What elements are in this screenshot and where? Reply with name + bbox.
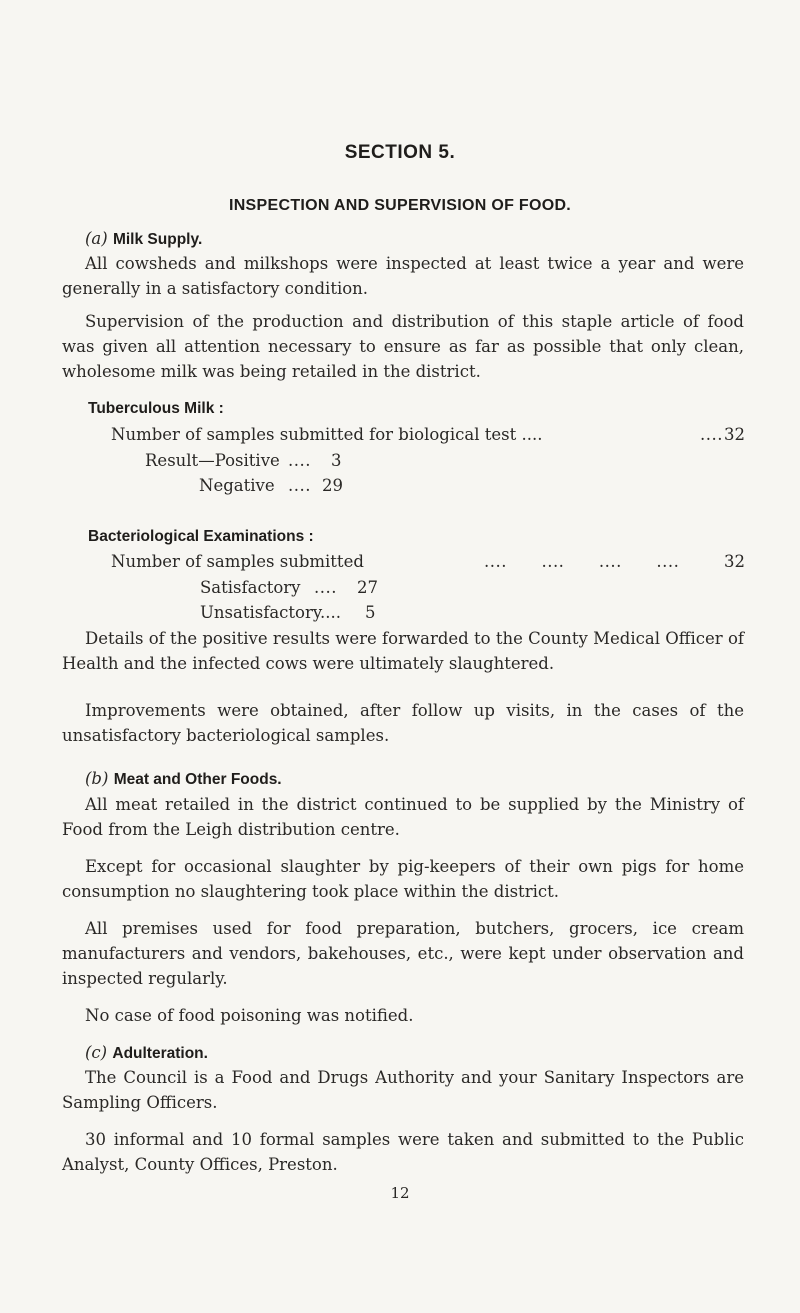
meat-paragraph-2: Except for occasional slaughter by pig-keepers of their own pigs for home consumption no slaughtering took place within the district. (62, 857, 744, 901)
bacteriological-samples-value: 32 (724, 552, 745, 571)
tuberculous-milk-heading: Tuberculous Milk : (88, 400, 224, 417)
bacteriological-unsatisfactory-label: Unsatisfactory.... (200, 603, 341, 622)
meat-title: Meat and Other Foods. (113, 771, 282, 788)
meat-label: (b) (85, 769, 109, 788)
main-title: INSPECTION AND SUPERVISION OF FOOD. (228, 197, 572, 214)
meat-paragraph-1: All meat retailed in the district continued to be supplied by the Ministry of Food from the Leigh distribution centre. (62, 795, 744, 839)
tuberculous-negative-dots: .... (288, 476, 311, 495)
adulteration-title: Adulteration. (112, 1045, 208, 1062)
tuberculous-samples-row (111, 422, 542, 447)
tuberculous-positive-label: Result—Positive (145, 451, 280, 470)
milk-supply-title: Milk Supply. (112, 231, 203, 248)
milk-supply-heading (85, 226, 202, 252)
section-title: SECTION 5. (344, 142, 456, 163)
milk-paragraph-3: Details of the positive results were forwarded to the County Medical Officer of Health and the infected cows were ultimately slaughtered. (62, 629, 744, 673)
tuberculous-negative-value: 29 (322, 476, 343, 495)
adulteration-paragraph-1: The Council is a Food and Drugs Authority and your Sanitary Inspectors are Sampling Officers. (62, 1068, 744, 1112)
tuberculous-positive-value: 3 (331, 451, 342, 470)
meat-paragraph-4: No case of food poisoning was notified. (85, 1006, 414, 1025)
bacteriological-satisfactory-value: 27 (357, 578, 378, 597)
tuberculous-samples-label: Number of samples submitted for biological test .... (111, 425, 543, 444)
adulteration-heading (85, 1040, 208, 1066)
milk-paragraph-1: All cowsheds and milkshops were inspected at least twice a year and were generally in a satisfactory condition. (62, 254, 744, 298)
bacteriological-samples-label: Number of samples submitted (111, 552, 364, 571)
milk-supply-label: (a) (85, 229, 108, 248)
milk-paragraph-4: Improvements were obtained, after follow up visits, in the cases of the unsatisfactory bacteriological samples. (62, 701, 744, 745)
milk-paragraph-2: Supervision of the production and distribution of this staple article of food was given all attention necessary to ensure as far as possible that only clean, wholesome milk was being retailed in the district. (62, 312, 744, 381)
bacteriological-heading: Bacteriological Examinations : (88, 528, 314, 545)
bacteriological-satisfactory-label: Satisfactory (200, 578, 301, 597)
tuberculous-samples-value: 32 (724, 425, 745, 444)
tuberculous-samples-dots: .... (700, 425, 723, 444)
meat-heading (85, 766, 282, 792)
adulteration-label: (c) (85, 1043, 108, 1062)
page-number: 12 (390, 1184, 410, 1202)
meat-paragraph-3: All premises used for food preparation, butchers, grocers, ice cream manufacturers and vendors, bakehouses, etc., were kept under observation and inspected regularly. (62, 919, 744, 988)
adulteration-paragraph-2: 30 informal and 10 formal samples were taken and submitted to the Public Analyst, County Offices, Preston. (62, 1130, 744, 1174)
tuberculous-positive-dots: .... (288, 451, 311, 470)
bacteriological-satisfactory-dots: .... (314, 578, 337, 597)
bacteriological-samples-dots: .... .... .... .... (484, 552, 680, 571)
bacteriological-unsatisfactory-value: 5 (365, 603, 376, 622)
tuberculous-negative-label: Negative (199, 476, 275, 495)
